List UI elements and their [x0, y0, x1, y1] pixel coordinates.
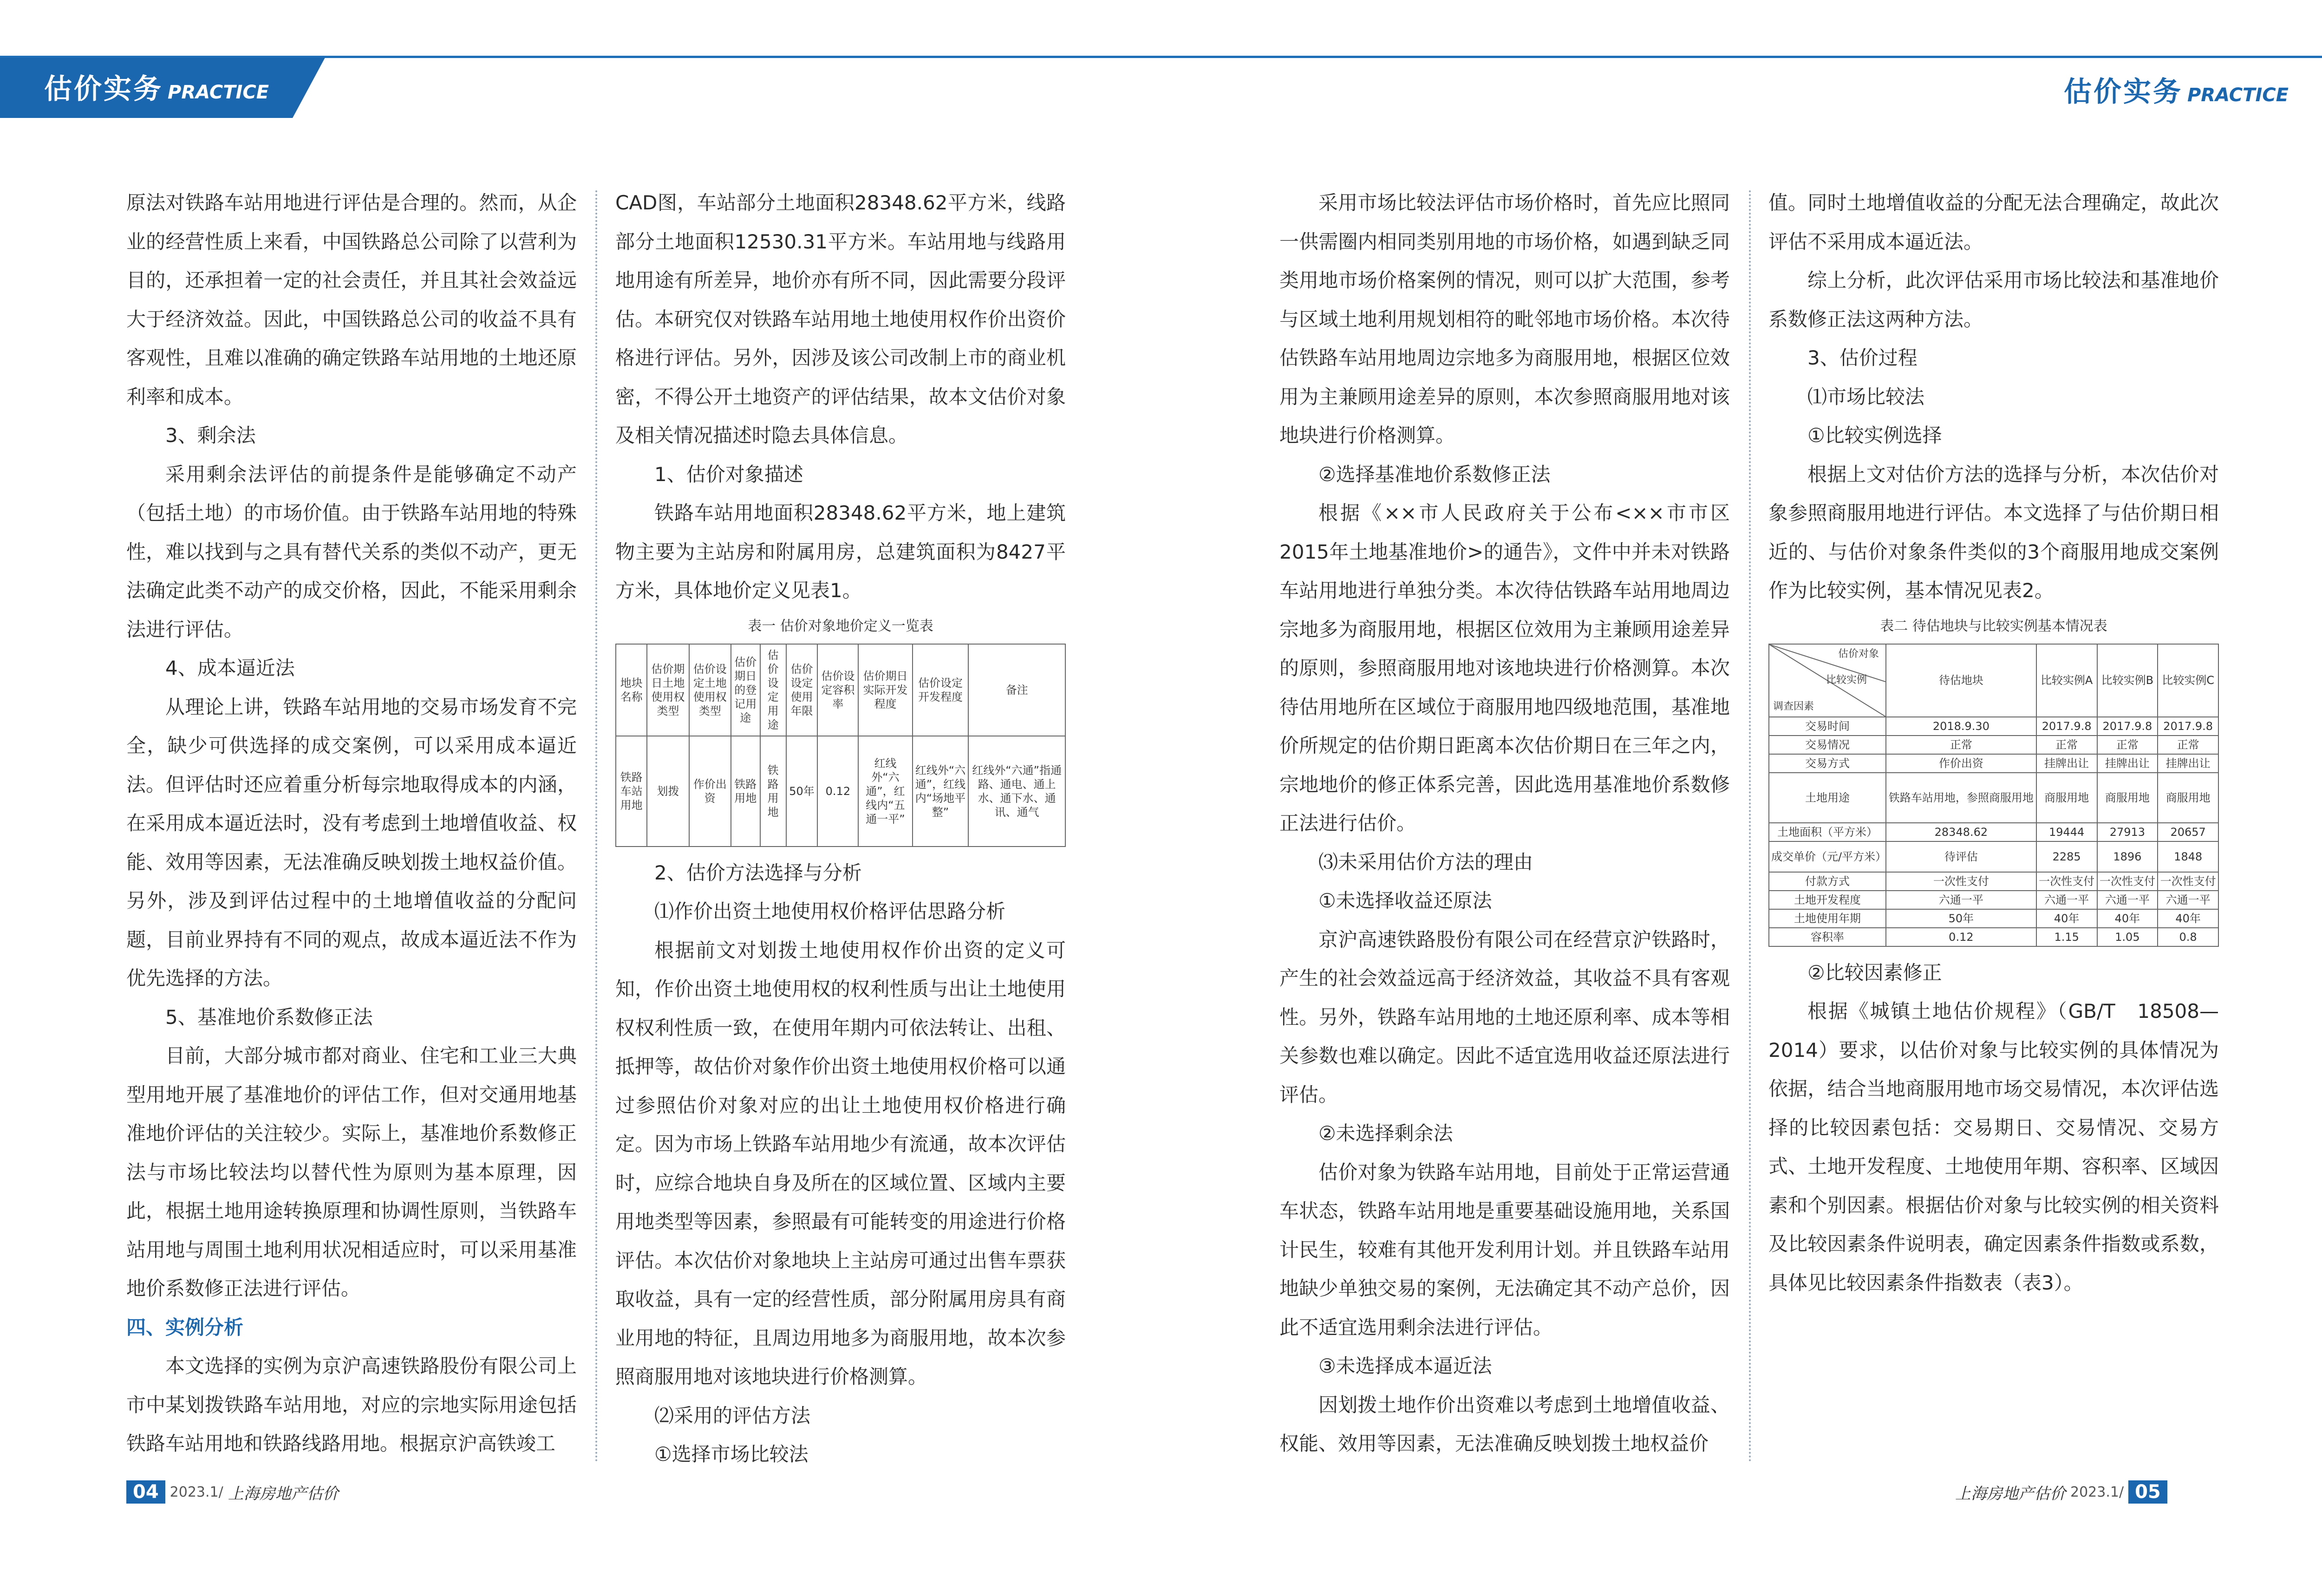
paragraph: ⑴作价出资土地使用权价格评估思路分析: [654, 900, 1006, 923]
table-2-cell: 0.12: [1886, 928, 2036, 946]
paragraph: 2、估价方法选择与分析: [654, 861, 862, 884]
table-2-cell: 一次性支付: [2097, 872, 2158, 891]
table-row: [1769, 841, 2218, 872]
table-2-cell: 商服用地: [2158, 773, 2218, 823]
table-2-cell: 1896: [2097, 841, 2158, 872]
paragraph: 根据上文对估价方法的选择与分析，本次估价对象参照商服用地进行评估。本文选择了与估价期日相近的、与估价对象条件类似的3个商服用地成交案例作为比较实例，基本情况见表2。: [1768, 463, 2219, 602]
table-row: [1769, 928, 2218, 946]
table-2-cell: 2285: [2036, 841, 2097, 872]
paragraph: ①比较实例选择: [1807, 424, 1942, 447]
paragraph: 估价对象为铁路车站用地，目前处于正常运营通车状态，铁路车站用地是重要基础设施用地，关系国计民生，较难有其他开发利用计划。并且铁路车站用地缺少单独交易的案例，无法确定其不动产总价，因此不适宜选用剩余法进行评估。: [1279, 1160, 1730, 1339]
issue-date: 2023.1/: [170, 1484, 223, 1500]
table-row: [1769, 909, 2218, 928]
column-3: [1279, 183, 1730, 1463]
paragraph: 根据前文对划拨土地使用权作价出资的定义可知，作价出资土地使用权的权利性质与出让土地使用权权利性质一致，在使用年期内可依法转让、出租、抵押等，故估价对象作价出资土地使用权价格可以通过参照估价对象对应的出让土地使用权价格进行确定。因为市场上铁路车站用地少有流通，故本次评估时，应综合地块自身及所在的区域位置、区域内主要用地类型等因素，参照最有可能转变的用途进行价格评估。本次估价对象地块上主站房可通过出售车票获取收益，具有一定的经营性质，部分附属用房具有商业用地的特征，且周边用地多为商服用地，故本次参照商服用地对该地块进行价格测算。: [615, 938, 1066, 1388]
column-1: [126, 183, 577, 1463]
column-2-bottom: [615, 853, 1066, 1474]
table-2-header-cell: 比较实例A: [2036, 644, 2097, 717]
table-row: [1769, 754, 2218, 773]
table-2-cell: 商服用地: [2036, 773, 2097, 823]
table-2-cell: 20657: [2158, 823, 2218, 841]
table-1-cell: 作价出资: [689, 736, 731, 847]
paragraph: ③未选择成本逼近法: [1318, 1355, 1492, 1377]
section-title-en: PRACTICE: [2187, 85, 2289, 106]
column-2-top: [615, 183, 1066, 610]
corner-label: 比较实例: [1826, 674, 1867, 686]
table-header-row: [1769, 644, 2218, 717]
column-divider: [595, 190, 597, 1463]
table-2-row-label: 交易方式: [1769, 754, 1886, 773]
table-2-cell: 六通一平: [2158, 891, 2218, 909]
table-2-row-label: 交易情况: [1769, 736, 1886, 754]
table-2-cell: 待评估: [1886, 841, 2036, 872]
paragraph: 因划拨土地作价出资难以考虑到土地增值收益、权能、效用等因素，无法准确反映划拨土地权益价: [1279, 1393, 1730, 1455]
table-2-cell: 2018.9.30: [1886, 717, 2036, 736]
paragraph: 本文选择的实例为京沪高速铁路股份有限公司上市中某划拨铁路车站用地，对应的宗地实际用途包括铁路车站用地和铁路线路用地。根据京沪高铁竣工: [126, 1355, 577, 1455]
table-row: [1769, 872, 2218, 891]
table-2-cell: 40年: [2158, 909, 2218, 928]
footer-left: [126, 1480, 339, 1504]
paragraph: CAD图，车站部分土地面积28348.62平方米，线路部分土地面积12530.31平方米。车站用地与线路用地用途有所差异，地价亦有所不同，因此需要分段评估。本研究仅对铁路车站用地土地使用权作价出资价格进行评估。另外，因涉及该公司改制上市的商业机密，不得公开土地资产的评估结果，故本文估价对象及相关情况描述时隐去具体信息。: [615, 191, 1066, 447]
table-2-row-label: 土地用途: [1769, 773, 1886, 823]
paragraph: 值。同时土地增值收益的分配无法合理确定，故此次评估不采用成本逼近法。: [1768, 191, 2219, 253]
section-heading: 四、实例分析: [126, 1316, 244, 1339]
corner-label: 估价对象: [1838, 648, 1879, 660]
section-title-cn: 估价实务: [44, 73, 163, 105]
paragraph: 铁路车站用地面积28348.62平方米，地上建筑物主要为主站房和附属用房，总建筑面积为8427平方米，具体地价定义见表1。: [615, 502, 1066, 602]
table-row: [1769, 773, 2218, 823]
column-2: [615, 183, 1066, 1474]
table-2-cell: 2017.9.8: [2097, 717, 2158, 736]
table-2-cell: 一次性支付: [1886, 872, 2036, 891]
table-2-row-label: 土地开发程度: [1769, 891, 1886, 909]
table-2-cell: 1.15: [2036, 928, 2097, 946]
table-1-cell: 50年: [786, 736, 818, 847]
table-2-cell: 正常: [2158, 736, 2218, 754]
table-2-cell: 40年: [2097, 909, 2158, 928]
paragraph: 根据《××市人民政府关于公布<××市市区2015年土地基准地价>的通告》，文件中并未对铁路车站用地进行单独分类。本次待估铁路车站用地周边宗地多为商服用地，根据区位效用为主兼顾用途差异的原则，参照商服用地对该地块进行价格测算。本次待估用地所在区域位于商服用地四级地范围，基准地价所规定的估价期日距离本次估价期日在三年之内，宗地地价的修正体系完善，因此选用基准地价系数修正法进行估价。: [1279, 502, 1730, 834]
table-2-cell: 28348.62: [1886, 823, 2036, 841]
paragraph: 5、基准地价系数修正法: [165, 1005, 373, 1029]
table-2-cell: 19444: [2036, 823, 2097, 841]
table-1-header-cell: 估价期日实际开发程度: [858, 644, 912, 736]
table-1-cell: 划拨: [647, 736, 689, 847]
table-2-row-label: 交易时间: [1769, 717, 1886, 736]
table-2-row-label: 付款方式: [1769, 872, 1886, 891]
table-row: [616, 736, 1065, 847]
table-1-caption: 表一 估价对象地价定义一览表: [748, 618, 933, 634]
paragraph: 京沪高速铁路股份有限公司在经营京沪铁路时，产生的社会效益远高于经济效益，其收益不具有客观性。另外，铁路车站用地的土地还原利率、成本等相关参数也难以确定。因此不适宜选用收益还原法进行评估。: [1279, 928, 1730, 1106]
magazine-logo: 上海房地产估价: [228, 1484, 339, 1503]
page-number: 04: [126, 1480, 165, 1504]
table-2-row-label: 容积率: [1769, 928, 1886, 946]
table-2: [1768, 644, 2219, 947]
table-1-header-cell: 估价期日土地使用权类型: [647, 644, 689, 736]
paragraph: 3、估价过程: [1807, 346, 1918, 369]
table-2-header-cell: 比较实例B: [2097, 644, 2158, 717]
table-2-cell: 一次性支付: [2036, 872, 2097, 891]
table-1-header-cell: 估价设定用途: [760, 644, 786, 736]
paragraph: 根据《城镇土地估价规程》（GB/T 18508—2014）要求，以估价对象与比较实例的具体情况为依据，结合当地商服用地市场交易情况，本次评估选择的比较因素包括：交易期日、交易情况、交易方式、土地开发程度、土地使用年期、容积率、区域因素和个别因素。根据估价对象与比较实例的相关资料及比较因素条件说明表，确定因素条件指数或系数，具体见比较因素条件指数表（表3）。: [1768, 1000, 2219, 1294]
table-row: [1769, 891, 2218, 909]
paragraph: ⑶未采用估价方法的理由: [1318, 850, 1533, 873]
issue-date: 2023.1/: [2070, 1484, 2124, 1500]
paragraph: 采用市场比较法评估市场价格时，首先应比照同一供需圈内相同类别用地的市场价格，如遇到缺乏同类用地市场价格案例的情况，则可以扩大范围，参考与区域土地利用规划相符的毗邻地市场价格。本次待估铁路车站用地周边宗地多为商服用地，根据区位效用为主兼顾用途差异的原则，本次参照商服用地对该地块进行价格测算。: [1279, 191, 1730, 447]
table-2-cell: 挂牌出让: [2036, 754, 2097, 773]
table-2-cell: 50年: [1886, 909, 2036, 928]
table-1-cell: 0.12: [817, 736, 858, 847]
table-2-cell: 1848: [2158, 841, 2218, 872]
header-section-left: [44, 67, 269, 109]
table-2-cell: 作价出资: [1886, 754, 2036, 773]
table-1-cell: 红线外“六通”，红线内“五通一平”: [858, 736, 912, 847]
table-2-cell: 正常: [2036, 736, 2097, 754]
table-2-caption: 表二 待估地块与比较实例基本情况表: [1880, 618, 2107, 634]
column-4-top: [1768, 183, 2219, 610]
table-2-cell: 2017.9.8: [2036, 717, 2097, 736]
corner-label: 调查因素: [1773, 700, 1814, 712]
header-section-right: [2064, 70, 2289, 110]
table-2-cell: 2017.9.8: [2158, 717, 2218, 736]
table-2-cell: 商服用地: [2097, 773, 2158, 823]
table-1-header-cell: 估价设定土地使用权类型: [689, 644, 731, 736]
column-divider: [1749, 190, 1751, 1463]
table-2-cell: 六通一平: [1886, 891, 2036, 909]
table-2-cell: 1.05: [2097, 928, 2158, 946]
table-1-cell: 红线外“六通”，红线内“场地平整”: [913, 736, 969, 847]
table-1-header-cell: 估价期日的登记用途: [731, 644, 760, 736]
table-2-cell: 0.8: [2158, 928, 2218, 946]
table-1-header-cell: 地块名称: [616, 644, 647, 736]
table-2-cell: 六通一平: [2036, 891, 2097, 909]
table-2-cell: 正常: [1886, 736, 2036, 754]
table-2-row-label: 土地使用年期: [1769, 909, 1886, 928]
table-header-row: [616, 644, 1065, 736]
paragraph: 3、剩余法: [165, 424, 256, 447]
table-2-cell: 正常: [2097, 736, 2158, 754]
table-2-cell: 铁路车站用地，参照商服用地: [1886, 773, 2036, 823]
table-1-cell: 红线外“六通”指通路、通电、通上水、通下水、通讯、通气: [968, 736, 1065, 847]
table-2-header-cell: 比较实例C: [2158, 644, 2218, 717]
paragraph: ①选择市场比较法: [654, 1443, 809, 1466]
table-2-cell: 挂牌出让: [2158, 754, 2218, 773]
table-row: [1769, 736, 2218, 754]
section-title-cn: 估价实务: [2063, 76, 2183, 108]
table-2-cell: 40年: [2036, 909, 2097, 928]
paragraph: ②比较因素修正: [1807, 961, 1942, 984]
column-4: [1768, 183, 2219, 1302]
table-1-header-cell: 备注: [968, 644, 1065, 736]
table-2-row-label: 成交单价（元/平方米）: [1769, 841, 1886, 872]
paragraph: 4、成本逼近法: [165, 657, 295, 679]
table-2-cell: 27913: [2097, 823, 2158, 841]
paragraph: ②未选择剩余法: [1318, 1122, 1453, 1145]
paragraph: 从理论上讲，铁路车站用地的交易市场发育不完全，缺少可供选择的成交案例，可以采用成本逼近法。但评估时还应着重分析每宗地取得成本的内涵，在采用成本逼近法时，没有考虑到土地增值收益、权能、效用等因素，无法准确反映划拨土地权益价值。另外，涉及到评估过程中的土地增值收益的分配问题，目前业界持有不同的观点，故成本逼近法不作为优先选择的方法。: [126, 695, 577, 990]
column-4-bottom: [1768, 953, 2219, 1303]
table-row: [1769, 823, 2218, 841]
paragraph: 目前，大部分城市都对商业、住宅和工业三大典型用地开展了基准地价的评估工作，但对交通用地基准地价评估的关注较少。实际上，基准地价系数修正法与市场比较法均以替代性为原则为基本原理，因此，根据土地用途转换原理和协调性原则，当铁路车站用地与周围土地利用状况相适应时，可以采用基准地价系数修正法进行评估。: [126, 1044, 577, 1300]
paragraph: ①未选择收益还原法: [1318, 889, 1492, 912]
table-1-header-cell: 估价设定使用年限: [786, 644, 818, 736]
table-2-cell: 一次性支付: [2158, 872, 2218, 891]
paragraph: ⑴市场比较法: [1807, 385, 1925, 408]
paragraph: 综上分析，此次评估采用市场比较法和基准地价系数修正法这两种方法。: [1768, 269, 2219, 331]
table-1-cell: 铁路用地: [760, 736, 786, 847]
table-2-row-label: 土地面积（平方米）: [1769, 823, 1886, 841]
paragraph: 1、估价对象描述: [654, 463, 803, 486]
table-2-cell: 六通一平: [2097, 891, 2158, 909]
table-1: [615, 644, 1066, 847]
paragraph: ⑵采用的评估方法: [654, 1404, 811, 1427]
table-2-header-cell: 待估地块: [1886, 644, 2036, 717]
magazine-logo: 上海房地产估价: [1955, 1484, 2066, 1503]
paragraph: ②选择基准地价系数修正法: [1318, 463, 1551, 486]
table-2-cell: 挂牌出让: [2097, 754, 2158, 773]
table-1-cell: 铁路车站用地: [616, 736, 647, 847]
table-2-corner-cell: [1769, 644, 1886, 717]
table-1-header-cell: 估价设定容积率: [817, 644, 858, 736]
page-number: 05: [2128, 1480, 2167, 1504]
table-row: [1769, 717, 2218, 736]
paragraph: 原法对铁路车站用地进行评估是合理的。然而，从企业的经营性质上来看，中国铁路总公司除了以营利为目的，还承担着一定的社会责任，并且其社会效益远大于经济效益。因此，中国铁路总公司的收益不具有客观性，且难以准确的确定铁路车站用地的土地还原利率和成本。: [126, 191, 577, 408]
table-1-cell: 铁路用地: [731, 736, 760, 847]
section-title-en: PRACTICE: [168, 82, 269, 103]
paragraph: 采用剩余法评估的前提条件是能够确定不动产（包括土地）的市场价值。由于铁路车站用地的特殊性，难以找到与之具有替代关系的类似不动产，更无法确定此类不动产的成交价格，因此，不能采用剩余法进行评估。: [126, 463, 577, 641]
header-rule: [0, 56, 2322, 58]
table-1-header-cell: 估价设定开发程度: [913, 644, 969, 736]
footer-right: [1955, 1480, 2167, 1504]
